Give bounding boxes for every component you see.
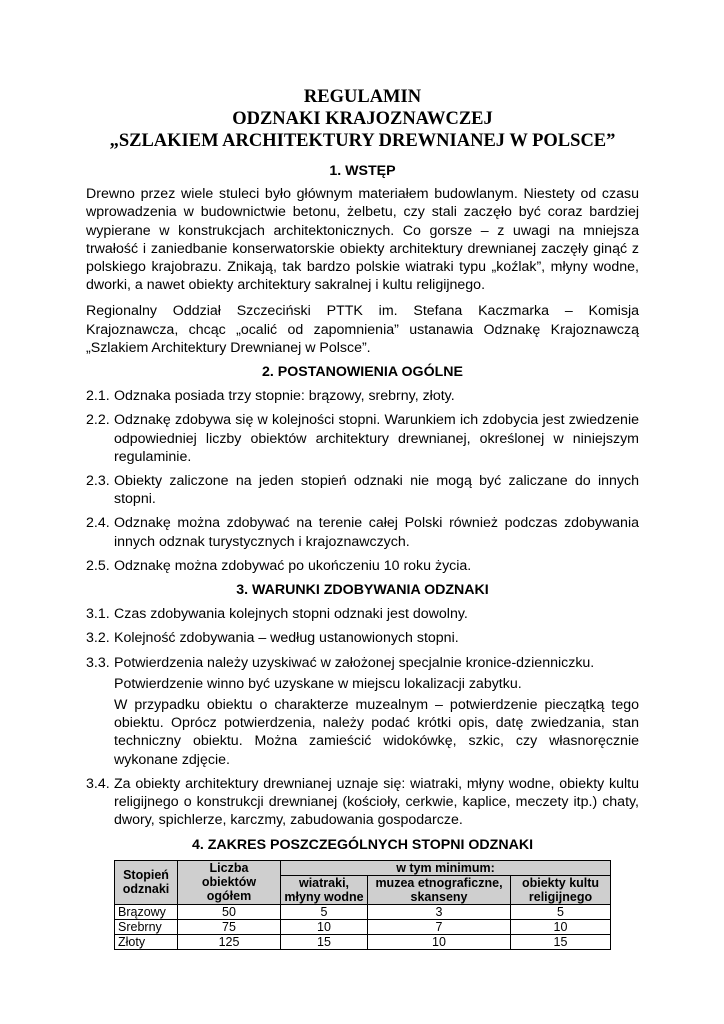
list-item — [86, 654, 639, 672]
cell-museums: 3 — [368, 904, 511, 919]
cell-religious: 5 — [511, 904, 611, 919]
sub-paragraph-location: Potwierdzenie winno być uzyskane w miejscu lokalizacji zabytku. — [114, 675, 522, 692]
cell-windmills: 15 — [281, 934, 368, 949]
item-text: Odznaka posiada trzy stopnie: brązowy, srebrny, złoty. — [114, 388, 455, 405]
header-degree: Stopień odznaki — [115, 860, 178, 904]
cell-total: 50 — [178, 904, 281, 919]
cell-total: 125 — [178, 934, 281, 949]
list-item — [86, 629, 639, 647]
item-text: Potwierdzenia należy uzyskiwać w założonej specjalnie kronice-dzienniczku. — [114, 654, 595, 671]
sub-paragraph-museum: W przypadku obiektu o charakterze muzealnym – potwierdzenie pieczątką tego obiektu. Oprócz potwierdzenia, należy podać krótki opis, datę zwiedzania, stan techniczny obiektu. Można zamieścić widokówkę, szkic, czy własnoręcznie wykonane zdjęcie. — [114, 697, 639, 768]
header-religious: obiekty kultu religijnego — [511, 875, 611, 904]
item-text: Odznakę można zdobywać po ukończeniu 10 roku życia. — [114, 557, 472, 574]
header-total: Liczba obiektów ogółem — [178, 860, 281, 904]
list-item — [86, 605, 639, 623]
item-text: Kolejność zdobywania – według ustanowionych stopni. — [114, 630, 459, 647]
cell-degree: Brązowy — [115, 904, 178, 919]
item-number: 2.1. — [86, 388, 110, 405]
title-line-3: „SZLAKIEM ARCHITEKTURY DREWNIANEJ W POLSCE” — [109, 131, 616, 151]
cell-total: 75 — [178, 919, 281, 934]
item-number: 2.5. — [86, 557, 110, 574]
item-number: 3.1. — [86, 606, 110, 623]
section-3-heading: 3. WARUNKI ZDOBYWANIA ODZNAKI — [236, 582, 489, 599]
degree-requirements-table — [114, 860, 611, 950]
table-row — [115, 904, 611, 919]
cell-windmills: 5 — [281, 904, 368, 919]
item-number: 3.4. — [86, 775, 110, 792]
list-item — [86, 775, 639, 830]
header-minimum: w tym minimum: — [281, 860, 611, 875]
list-item — [86, 514, 639, 550]
item-text: Obiekty zaliczone na jeden stopień odznaki nie mogą być zaliczane do innych stopni. — [114, 473, 639, 508]
intro-paragraph-1: Drewno przez wiele stuleci było głównym materiałem budowlanym. Niestety od czasu wprowadzenia w budownictwie betonu, żelbetu, czy stali zaczęło być coraz bardziej wypierane w konstrukcjach architektonicznych. Co gorsze – z uwagi na mniejsza trwałość i zaniedbanie konserwatorskie obiekty architektury drewnianej zaczęły ginąć z polskiego krajobrazu. Znikają, tak bardzo polskie wiatraki typu „koźlak”, młyny wodne, dworki, a nawet obiekty architektury sakralnej i kultu religijnego. — [86, 186, 639, 294]
section-4-heading: 4. ZAKRES POSZCZEGÓLNYCH STOPNI ODZNAKI — [191, 836, 534, 853]
cell-religious: 15 — [511, 934, 611, 949]
cell-degree: Srebrny — [115, 919, 178, 934]
item-number: 2.2. — [86, 412, 110, 429]
section-1-heading: 1. WSTĘP — [329, 163, 396, 179]
list-item — [86, 472, 639, 508]
section-2-heading: 2. POSTANOWIENIA OGÓLNE — [262, 364, 463, 381]
cell-museums: 10 — [368, 934, 511, 949]
title-line-2: ODZNAKI KRAJOZNAWCZEJ — [232, 109, 493, 129]
list-item — [86, 557, 639, 575]
item-text: Za obiekty architektury drewnianej uznaje się: wiatraki, młyny wodne, obiekty kultu religijnego o konstrukcji drewnianej (kościoły, cerkwie, kaplice, meczety itp.) chaty, dwory, spichlerze, karczmy, zabudowania gospodarcze. — [114, 775, 639, 829]
cell-windmills: 10 — [281, 919, 368, 934]
header-windmills: wiatraki, młyny wodne — [281, 875, 368, 904]
document-page — [86, 86, 639, 950]
cell-museums: 7 — [368, 919, 511, 934]
table-row — [115, 919, 611, 934]
intro-paragraph-2: Regionalny Oddział Szczeciński PTTK im. Stefana Kaczmarka – Komisja Krajoznawcza, chcąc „ocalić od zapomnienia” ustanawia Odznakę Krajoznawczą „Szlakiem Architektury Drewnianej w Polsce”. — [86, 303, 639, 356]
document-title — [86, 86, 639, 152]
cell-degree: Złoty — [115, 934, 178, 949]
list-item — [86, 411, 639, 466]
item-number: 2.4. — [86, 515, 110, 532]
item-number: 3.2. — [86, 630, 110, 647]
header-museums: muzea etnograficzne, skanseny — [368, 875, 511, 904]
table-row — [115, 934, 611, 949]
list-item — [86, 387, 639, 405]
cell-religious: 10 — [511, 919, 611, 934]
item-number: 2.3. — [86, 473, 110, 490]
item-number: 3.3. — [86, 654, 110, 671]
item-text: Odznakę zdobywa się w kolejności stopni. Warunkiem ich zdobycia jest zwiedzenie odpowiedniej liczby obiektów architektury drewnianej, określonej w niniejszym regulaminie. — [114, 412, 639, 465]
item-text: Odznakę można zdobywać na terenie całej Polski również podczas zdobywania innych odznak turystycznych i krajoznawczych. — [114, 515, 639, 550]
title-line-1: REGULAMIN — [303, 87, 422, 107]
item-text: Czas zdobywania kolejnych stopni odznaki jest dowolny. — [114, 606, 468, 623]
table-header-row — [115, 860, 611, 875]
